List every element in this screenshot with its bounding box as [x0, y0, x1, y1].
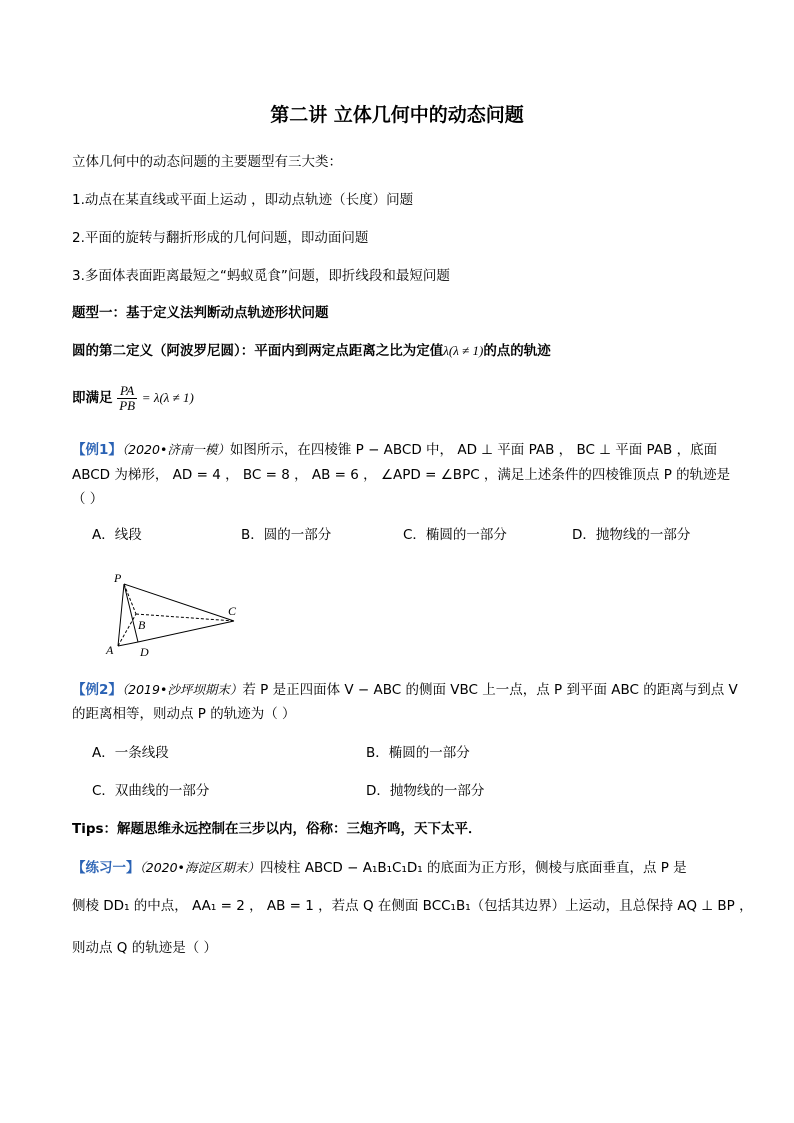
label-B: B [138, 618, 146, 632]
example1-choice-c: C．椭圆的一部分 [403, 527, 507, 543]
exercise1-text1: 四棱柱 ABCD − A₁B₁C₁D₁ 的底面为正方形，侧棱与底面垂直，点 P 是 [259, 860, 687, 876]
type-item-1: 1.动点在某直线或平面上运动 ，即动点轨迹（长度）问题 [72, 192, 414, 208]
example2-choice-b: B．椭圆的一部分 [366, 745, 470, 761]
edge-AD [118, 642, 138, 646]
exercise1-line3: 则动点 Q 的轨迹是（ ） [72, 940, 217, 956]
example1-tag: 【例1】 [72, 442, 122, 458]
definition-prefix: 圆的第二定义（阿波罗尼圆）：平面内到两定点距离之比为定值 [72, 343, 444, 359]
label-P: P [114, 571, 122, 585]
example1-choice-a: A．线段 [92, 527, 142, 543]
example1-choice-d: D．抛物线的一部分 [572, 527, 691, 543]
exercise1-source: （2020•海淀区期末） [139, 860, 260, 875]
exercise1-tag: 【练习一】 [72, 860, 140, 876]
type-item-3: 3.多面体表面距离最短之“蚂蚁觅食”问题，即折线段和最短问题 [72, 268, 450, 284]
pyramid-figure [100, 570, 250, 662]
example1-line3: （ ） [72, 491, 104, 507]
tips-line: Tips：解题思维永远控制在三步以内，俗称：三炮齐鸣，天下太平． [72, 821, 482, 837]
example1-line2: ABCD 为梯形， AD = 4 ， BC = 8 ， AB = 6 ， ∠APD = ∠BPC ，满足上述条件的四棱锥顶点 P 的轨迹是 [72, 467, 731, 483]
fraction-denominator: PB [119, 397, 136, 413]
type-item-2: 2.平面的旋转与翻折形成的几何问题，即动面问题 [72, 230, 369, 246]
example2-choice-d: D．抛物线的一部分 [366, 783, 485, 799]
example2-line2: 的距离相等，则动点 P 的轨迹为（ ） [72, 706, 296, 722]
section-heading-1: 题型一：基于定义法判断动点轨迹形状问题 [72, 305, 329, 321]
page-title: 第二讲 立体几何中的动态问题 [270, 104, 524, 126]
example2-choice-a: A．一条线段 [92, 745, 169, 761]
example2-text1: 若 P 是正四面体 V − ABC 的侧面 VBC 上一点，点 P 到平面 ABC 的距离与到点 V [242, 682, 738, 698]
label-A: A [106, 643, 114, 657]
definition-suffix: 的点的轨迹 [483, 343, 551, 359]
example2-line1 [72, 680, 738, 700]
satisfy-line [72, 383, 194, 413]
label-C: C [228, 604, 237, 618]
edge-PC [124, 584, 234, 621]
edge-DC [138, 621, 234, 642]
exercise1-line2: 侧棱 DD₁ 的中点， AA₁ = 2 ， AB = 1 ，若点 Q 在侧面 BCC₁B₁（包括其边界）上运动，且总保持 AQ ⊥ BP ， [72, 898, 753, 914]
satisfy-rhs: = λ(λ ≠ 1) [141, 390, 194, 405]
definition-line [72, 341, 551, 361]
example1-text1: 如图所示，在四棱锥 P − ABCD 中， AD ⊥ 平面 PAB ， BC ⊥ 平面 PAB ，底面 [229, 442, 718, 458]
label-D: D [140, 645, 149, 659]
exercise1-line1 [72, 858, 687, 878]
fraction-numerator: PA [117, 384, 137, 399]
example2-choice-c: C．双曲线的一部分 [92, 783, 210, 799]
satisfy-prefix: 即满足 [72, 390, 113, 406]
definition-lambda: λ(λ ≠ 1) [443, 343, 484, 358]
edge-BC-hidden [136, 614, 234, 621]
example1-source: （2020•济南一模） [121, 442, 230, 457]
intro-text: 立体几何中的动态问题的主要题型有三大类： [72, 154, 342, 170]
example1-choice-b: B．圆的一部分 [241, 527, 332, 543]
ratio-fraction [117, 384, 137, 413]
example1-line1 [72, 440, 717, 460]
example2-source: （2019•沙坪坝期末） [121, 682, 243, 697]
example2-tag: 【例2】 [72, 682, 122, 698]
